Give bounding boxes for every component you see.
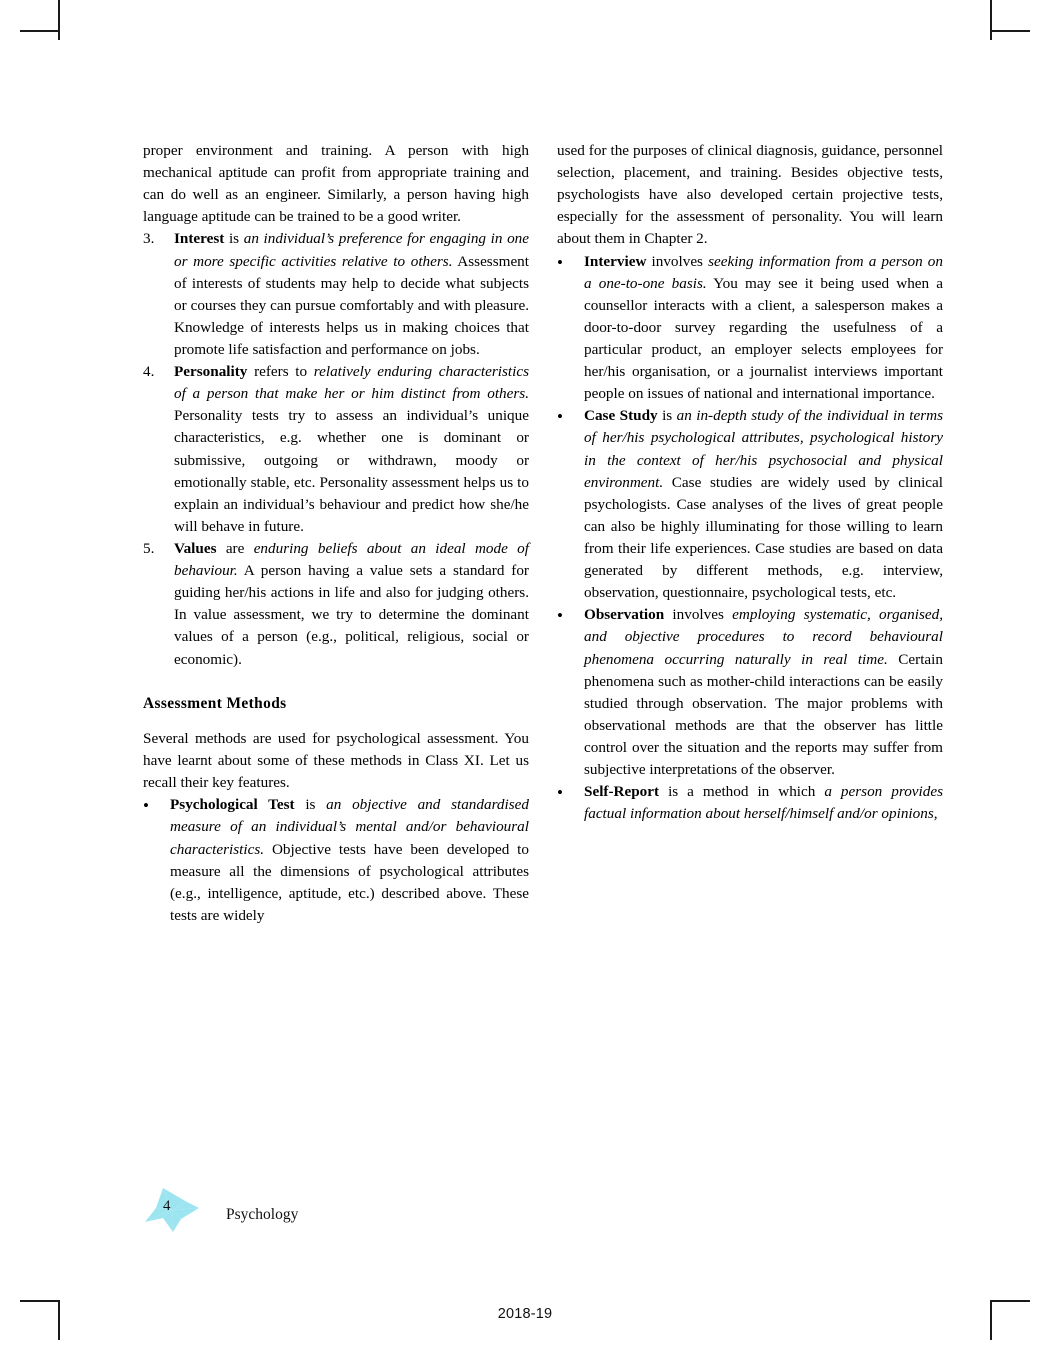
term-connector: is bbox=[294, 796, 327, 814]
bullet-icon: • bbox=[557, 407, 563, 427]
list-item bbox=[557, 781, 943, 825]
term-connector: are bbox=[216, 539, 254, 557]
term-definition: a person provides factual information about herself/himself and/or opinions, bbox=[584, 783, 943, 823]
term-label: Psychological Test bbox=[170, 796, 295, 814]
list-item bbox=[557, 405, 943, 604]
list-item bbox=[143, 361, 529, 538]
term-connector: is bbox=[657, 407, 677, 425]
list-item bbox=[557, 604, 943, 781]
term-elaboration: You may see it being used when a counsellor interacts with a client, a salesperson makes a door-to-door survey regarding the usefulness of a particular product, an employer selects employees for her/his organisation, or a journalist interviews important people on issues of national and international importance. bbox=[584, 274, 943, 403]
term-label: Values bbox=[174, 539, 217, 557]
term-connector: is a method in which bbox=[659, 783, 825, 801]
term-definition: an individual’s preference for engaging in one or more specific activities relative to others. bbox=[174, 230, 529, 270]
footer-page-marker bbox=[143, 1186, 403, 1236]
section-heading: Assessment Methods bbox=[143, 694, 287, 712]
term-connector: involves bbox=[646, 252, 709, 270]
term-label: Personality bbox=[174, 363, 248, 381]
term-label: Interview bbox=[584, 252, 647, 270]
section-intro-paragraph: Several methods are used for psychological assessment. You have learnt about some of these methods in Class XI. Let us recall their key features. bbox=[143, 730, 529, 792]
list-item-body bbox=[584, 604, 943, 781]
list-item bbox=[143, 794, 529, 927]
list-item bbox=[557, 251, 943, 406]
term-definition: an in-depth study of the individual in terms of her/his psychological attributes, psychological history in the context of her/his psychosocial and physical environment. bbox=[584, 407, 943, 491]
term-definition: enduring beliefs about an ideal mode of behaviour. bbox=[174, 539, 529, 580]
term-definition: relatively enduring characteristics of a person that make her or him distinct from others. bbox=[174, 363, 529, 403]
crop-mark-top-right bbox=[990, 0, 1030, 40]
page-number: 4 bbox=[163, 1198, 171, 1214]
two-column-body bbox=[143, 140, 943, 927]
term-label: Interest bbox=[174, 230, 225, 248]
term-connector: involves bbox=[664, 606, 733, 624]
term-definition: an objective and standardised measure of an individual’s mental and/or behavioural characteristics. bbox=[170, 796, 529, 858]
continued-paragraph-right: used for the purposes of clinical diagnosis, guidance, personnel selection, placement, and training. Besides objective tests, psychologists have also developed certain projective tests, especially for the assessment of personality. You will learn about them in Chapter 2. bbox=[557, 142, 943, 248]
list-item-body bbox=[174, 538, 529, 671]
bullet-icon: • bbox=[557, 783, 563, 803]
term-elaboration: Certain phenomena such as mother-child interactions can be easily studied through observation. The major problems with observational methods are that the observer has little control over the situation and the reports may suffer from subjective interpretations of the observer. bbox=[584, 650, 943, 779]
term-definition: employing systematic, organised, and objective procedures to record behavioural phenomena occurring naturally in real time. bbox=[584, 606, 944, 668]
list-item-body bbox=[170, 794, 529, 927]
list-item bbox=[143, 228, 529, 361]
list-marker: 3. bbox=[143, 230, 155, 248]
list-marker: 5. bbox=[143, 539, 155, 557]
term-connector: refers to bbox=[247, 363, 314, 381]
list-item-body bbox=[174, 361, 529, 538]
term-connector: is bbox=[224, 230, 244, 248]
term-label: Observation bbox=[584, 606, 665, 624]
year-stamp: 2018-19 bbox=[497, 1306, 553, 1322]
term-elaboration: Assessment of interests of students may help to decide what subjects or courses they can pursue comfortably and with pleasure. Knowledge of interests helps us in making choices that promote life satisfaction and performance on jobs. bbox=[174, 252, 529, 358]
crop-mark-top-left bbox=[20, 0, 60, 40]
list-item bbox=[143, 538, 529, 671]
list-item-body bbox=[584, 781, 943, 825]
term-elaboration: Personality tests try to assess an individual’s unique characteristics, e.g. whether one is dominant or submissive, outgoing or withdrawn, moody or emotionally stable, etc. Personality assessment helps us to explain an individual’s behaviour and predict how she/he will behave in future. bbox=[174, 407, 529, 535]
list-marker: 4. bbox=[143, 363, 155, 381]
bullet-icon: • bbox=[557, 606, 563, 626]
continued-paragraph-left: proper environment and training. A person with high mechanical aptitude can profit from appropriate training and can do well as an engineer. Similarly, a person having high language aptitude can be trained to be a good writer. bbox=[143, 142, 529, 226]
four-point-star-icon bbox=[143, 1186, 201, 1234]
bullet-icon: • bbox=[557, 252, 563, 272]
term-definition: seeking information from a person on a one-to-one basis. bbox=[584, 252, 943, 292]
term-label: Self-Report bbox=[584, 783, 660, 801]
term-elaboration: Case studies are widely used by clinical psychologists. Case analyses of the lives of great people can also be highly illuminating for those willing to learn from their life experiences. Case studies are based on data generated by different methods, e.g. interview, observation, questionnaire, psychological tests, etc. bbox=[584, 473, 943, 602]
list-item-body bbox=[174, 228, 529, 361]
footer-subject-label: Psychology bbox=[226, 1206, 299, 1223]
term-label: Case Study bbox=[584, 407, 658, 425]
bullet-icon: • bbox=[143, 796, 149, 816]
term-elaboration: Objective tests have been developed to measure all the dimensions of psychological attributes (e.g., intelligence, aptitude, etc.) described above. These tests are widely bbox=[170, 840, 529, 924]
right-column bbox=[557, 140, 943, 927]
left-column bbox=[143, 140, 529, 927]
list-item-body bbox=[584, 251, 943, 406]
term-elaboration: A person having a value sets a standard for guiding her/his actions in life and also for judging others. In value assessment, we try to determine the dominant values of a person (e.g., political, religious, social or economic). bbox=[174, 562, 529, 668]
list-item-body bbox=[584, 405, 943, 604]
